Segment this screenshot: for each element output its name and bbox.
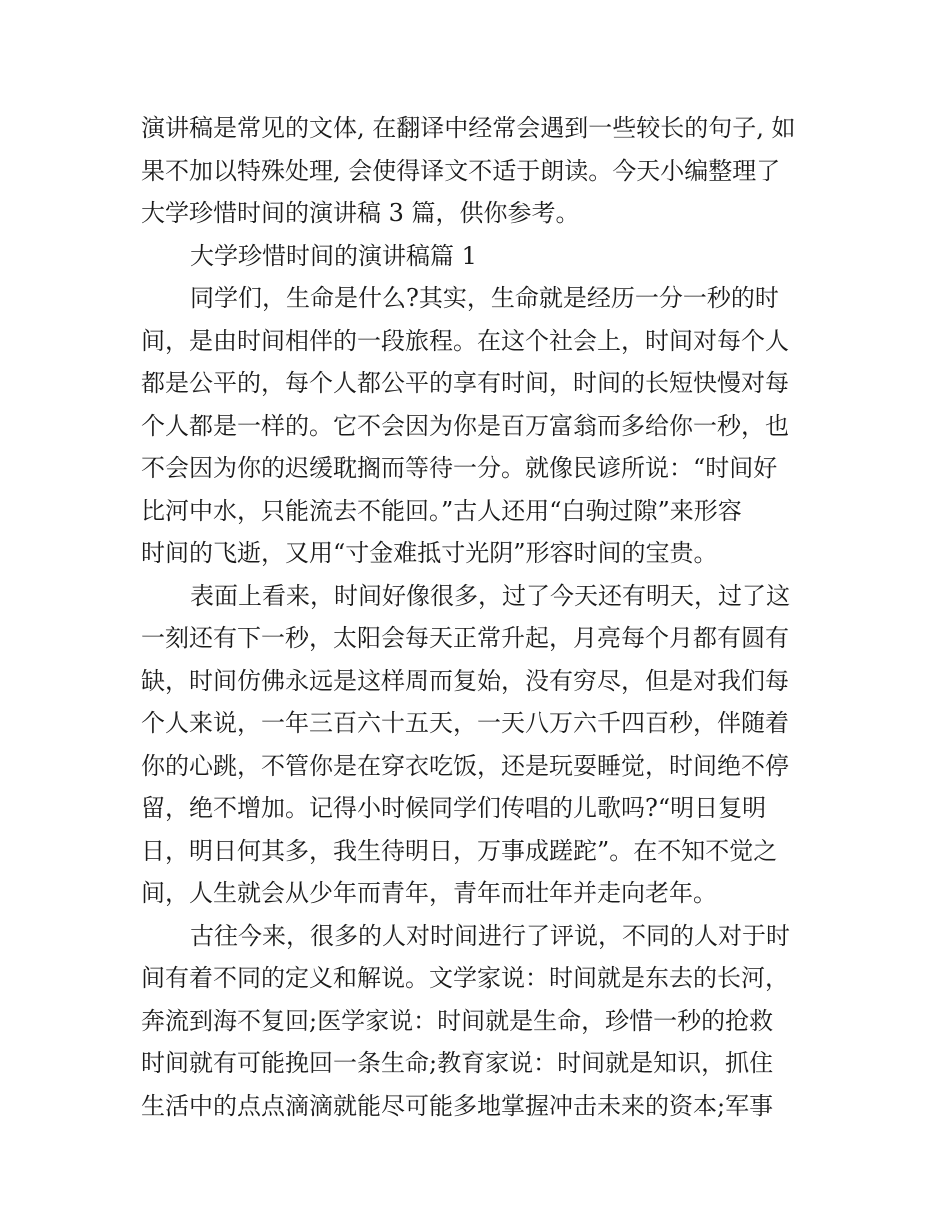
intro-line-2: 果不加以特殊处理, 会使得译文不适于朗读。今天小编整理了 <box>141 156 781 185</box>
paragraph-3-line-5: 生活中的点点滴滴就能尽可能多地掌握冲击未来的资本;军事 <box>141 1091 774 1120</box>
paragraph-1-line-1: 同学们，生命是什么?其实，生命就是经历一分一秒的时 <box>190 284 779 312</box>
paragraph-1-line-4: 个人都是一样的。它不会因为你是百万富翁而多给你一秒，也 <box>141 411 789 440</box>
paragraph-2-line-8: 间，人生就会从少年而青年，青年而壮年并走向老年。 <box>141 879 717 907</box>
paragraph-3-line-4: 时间就有可能挽回一条生命;教育家说：时间就是知识，抓住 <box>141 1049 774 1077</box>
paragraph-2-line-1: 表面上看来，时间好像很多，过了今天还有明天，过了这 <box>190 581 790 610</box>
paragraph-2-line-7: 日，明日何其多，我生待明日，万事成蹉跎”。在不知不觉之 <box>141 836 778 865</box>
paragraph-2-line-5: 你的心跳，不管你是在穿衣吃饭，还是玩耍睡觉，时间绝不停 <box>141 751 789 780</box>
paragraph-2-line-3: 缺，时间仿佛永远是这样周而复始，没有穷尽，但是对我们每 <box>141 666 789 695</box>
intro-line-1: 演讲稿是常见的文体, 在翻译中经常会遇到一些较长的句子, 如 <box>141 114 796 142</box>
paragraph-3-line-2: 间有着不同的定义和解说。文学家说：时间就是东去的长河， <box>141 964 789 992</box>
paragraph-1-line-6: 比河中水，只能流去不能回。”古人还用“白驹过隙”来形容 <box>141 496 742 525</box>
paragraph-3-line-3: 奔流到海不复回;医学家说：时间就是生命，珍惜一秒的抢救 <box>141 1006 774 1035</box>
paragraph-1-line-2: 间，是由时间相伴的一段旅程。在这个社会上，时间对每个人 <box>141 326 789 355</box>
paragraph-2-line-6: 留，绝不增加。记得小时候同学们传唱的儿歌吗?“明日复明 <box>141 794 767 822</box>
paragraph-2-line-4: 个人来说，一年三百六十五天，一天八万六千四百秒，伴随着 <box>141 709 789 737</box>
paragraph-1-line-5: 不会因为你的迟缓耽搁而等待一分。就像民谚所说：“时间好 <box>141 454 778 482</box>
paragraph-2-line-2: 一刻还有下一秒，太阳会每天正常升起，月亮每个月都有圆有 <box>141 624 789 652</box>
paragraph-1-line-7: 时间的飞逝，又用“寸金难抵寸光阴”形容时间的宝贵。 <box>141 539 718 567</box>
intro-line-3: 大学珍惜时间的演讲稿 3 篇，供你参考。 <box>141 199 580 227</box>
paragraph-1-line-3: 都是公平的，每个人都公平的享有时间，时间的长短快慢对每 <box>141 369 789 397</box>
document-body <box>141 107 813 1127</box>
section-heading: 大学珍惜时间的演讲稿篇 1 <box>190 241 477 270</box>
paragraph-3-line-1: 古往今来，很多的人对时间进行了评说，不同的人对于时 <box>190 921 790 950</box>
